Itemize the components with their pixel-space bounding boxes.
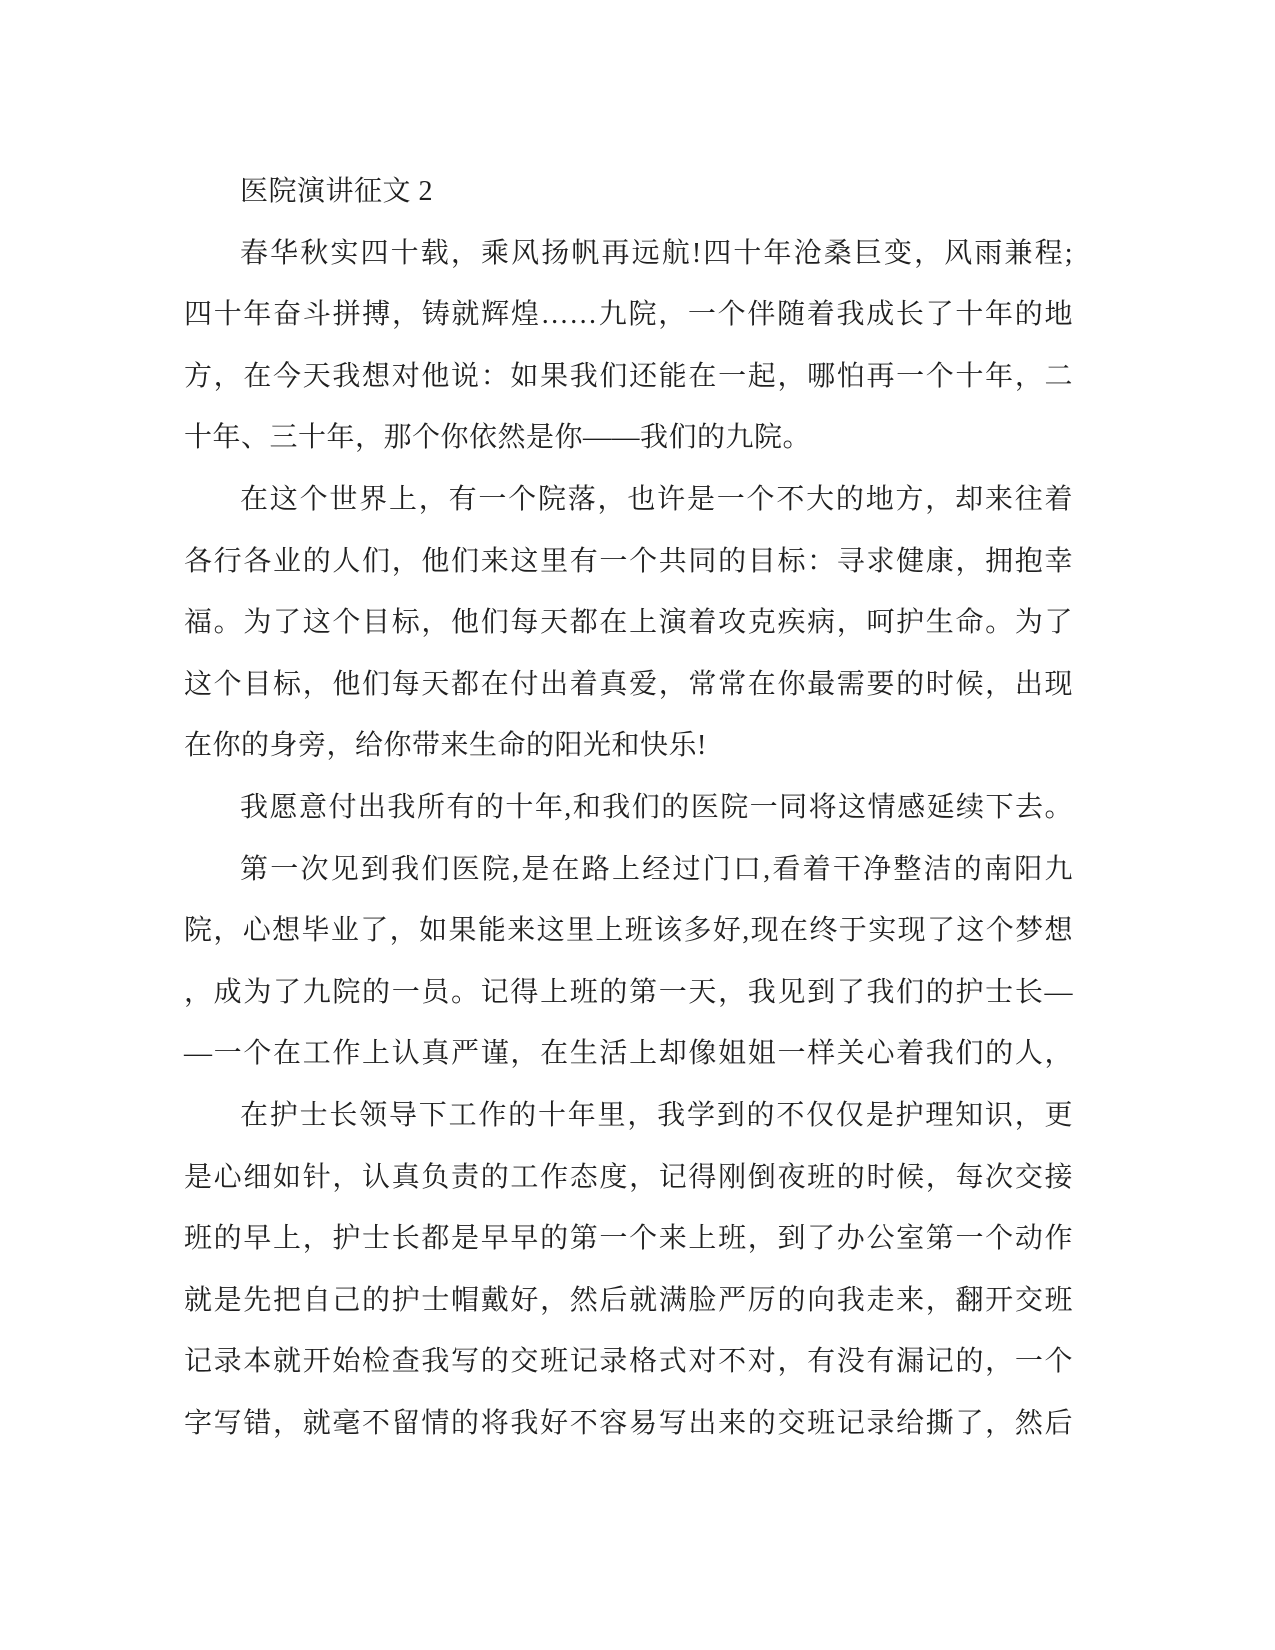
- text-line: 是心细如针，认真负责的工作态度，记得刚倒夜班的时候，每次交接: [184, 1161, 1073, 1193]
- text-line: 春华秋实四十载，乘风扬帆再远航!四十年沧桑巨变，风雨兼程;: [240, 237, 1073, 269]
- text-line: 在你的身旁，给你带来生命的阳光和快乐!: [184, 730, 707, 762]
- text-line: 这个目标，他们每天都在付出着真爱，常常在你最需要的时候，出现: [184, 668, 1073, 700]
- text-line: 字写错，就毫不留情的将我好不容易写出来的交班记录给撕了，然后: [184, 1407, 1073, 1439]
- text-line: 四十年奋斗拼搏，铸就辉煌……九院，一个伴随着我成长了十年的地: [184, 299, 1073, 331]
- text-line: —一个在工作上认真严谨，在生活上却像姐姐一样关心着我们的人，: [184, 1038, 1073, 1070]
- text-column: [184, 161, 1073, 1454]
- text-line: 在护士长领导下工作的十年里，我学到的不仅仅是护理知识，更: [240, 1099, 1073, 1131]
- text-line: 第一次见到我们医院,是在路上经过门口,看着干净整洁的南阳九: [240, 853, 1073, 885]
- text-line: 十年、三十年，那个你依然是你——我们的九院。: [184, 422, 812, 454]
- text-line: 各行各业的人们，他们来这里有一个共同的目标：寻求健康，拥抱幸: [184, 545, 1073, 577]
- text-line: 班的早上，护士长都是早早的第一个来上班，到了办公室第一个动作: [184, 1223, 1073, 1255]
- text-line: 我愿意付出我所有的十年,和我们的医院一同将这情感延续下去。: [240, 791, 1073, 823]
- text-line: 在这个世界上，有一个院落，也许是一个不大的地方，却来往着: [240, 483, 1073, 515]
- text-line: 就是先把自己的护士帽戴好，然后就满脸严厉的向我走来，翻开交班: [184, 1284, 1073, 1316]
- text-line: 院，心想毕业了，如果能来这里上班该多好,现在终于实现了这个梦想: [184, 915, 1073, 947]
- document-title: 医院演讲征文 2: [240, 176, 434, 207]
- text-line: 福。为了这个目标，他们每天都在上演着攻克疾病，呵护生命。为了: [184, 607, 1073, 639]
- text-line: ，成为了九院的一员。记得上班的第一天，我见到了我们的护士长—: [184, 976, 1073, 1008]
- text-line: 记录本就开始检查我写的交班记录格式对不对，有没有漏记的，一个: [184, 1346, 1073, 1378]
- text-line: 方，在今天我想对他说：如果我们还能在一起，哪怕再一个十年，二: [184, 360, 1073, 392]
